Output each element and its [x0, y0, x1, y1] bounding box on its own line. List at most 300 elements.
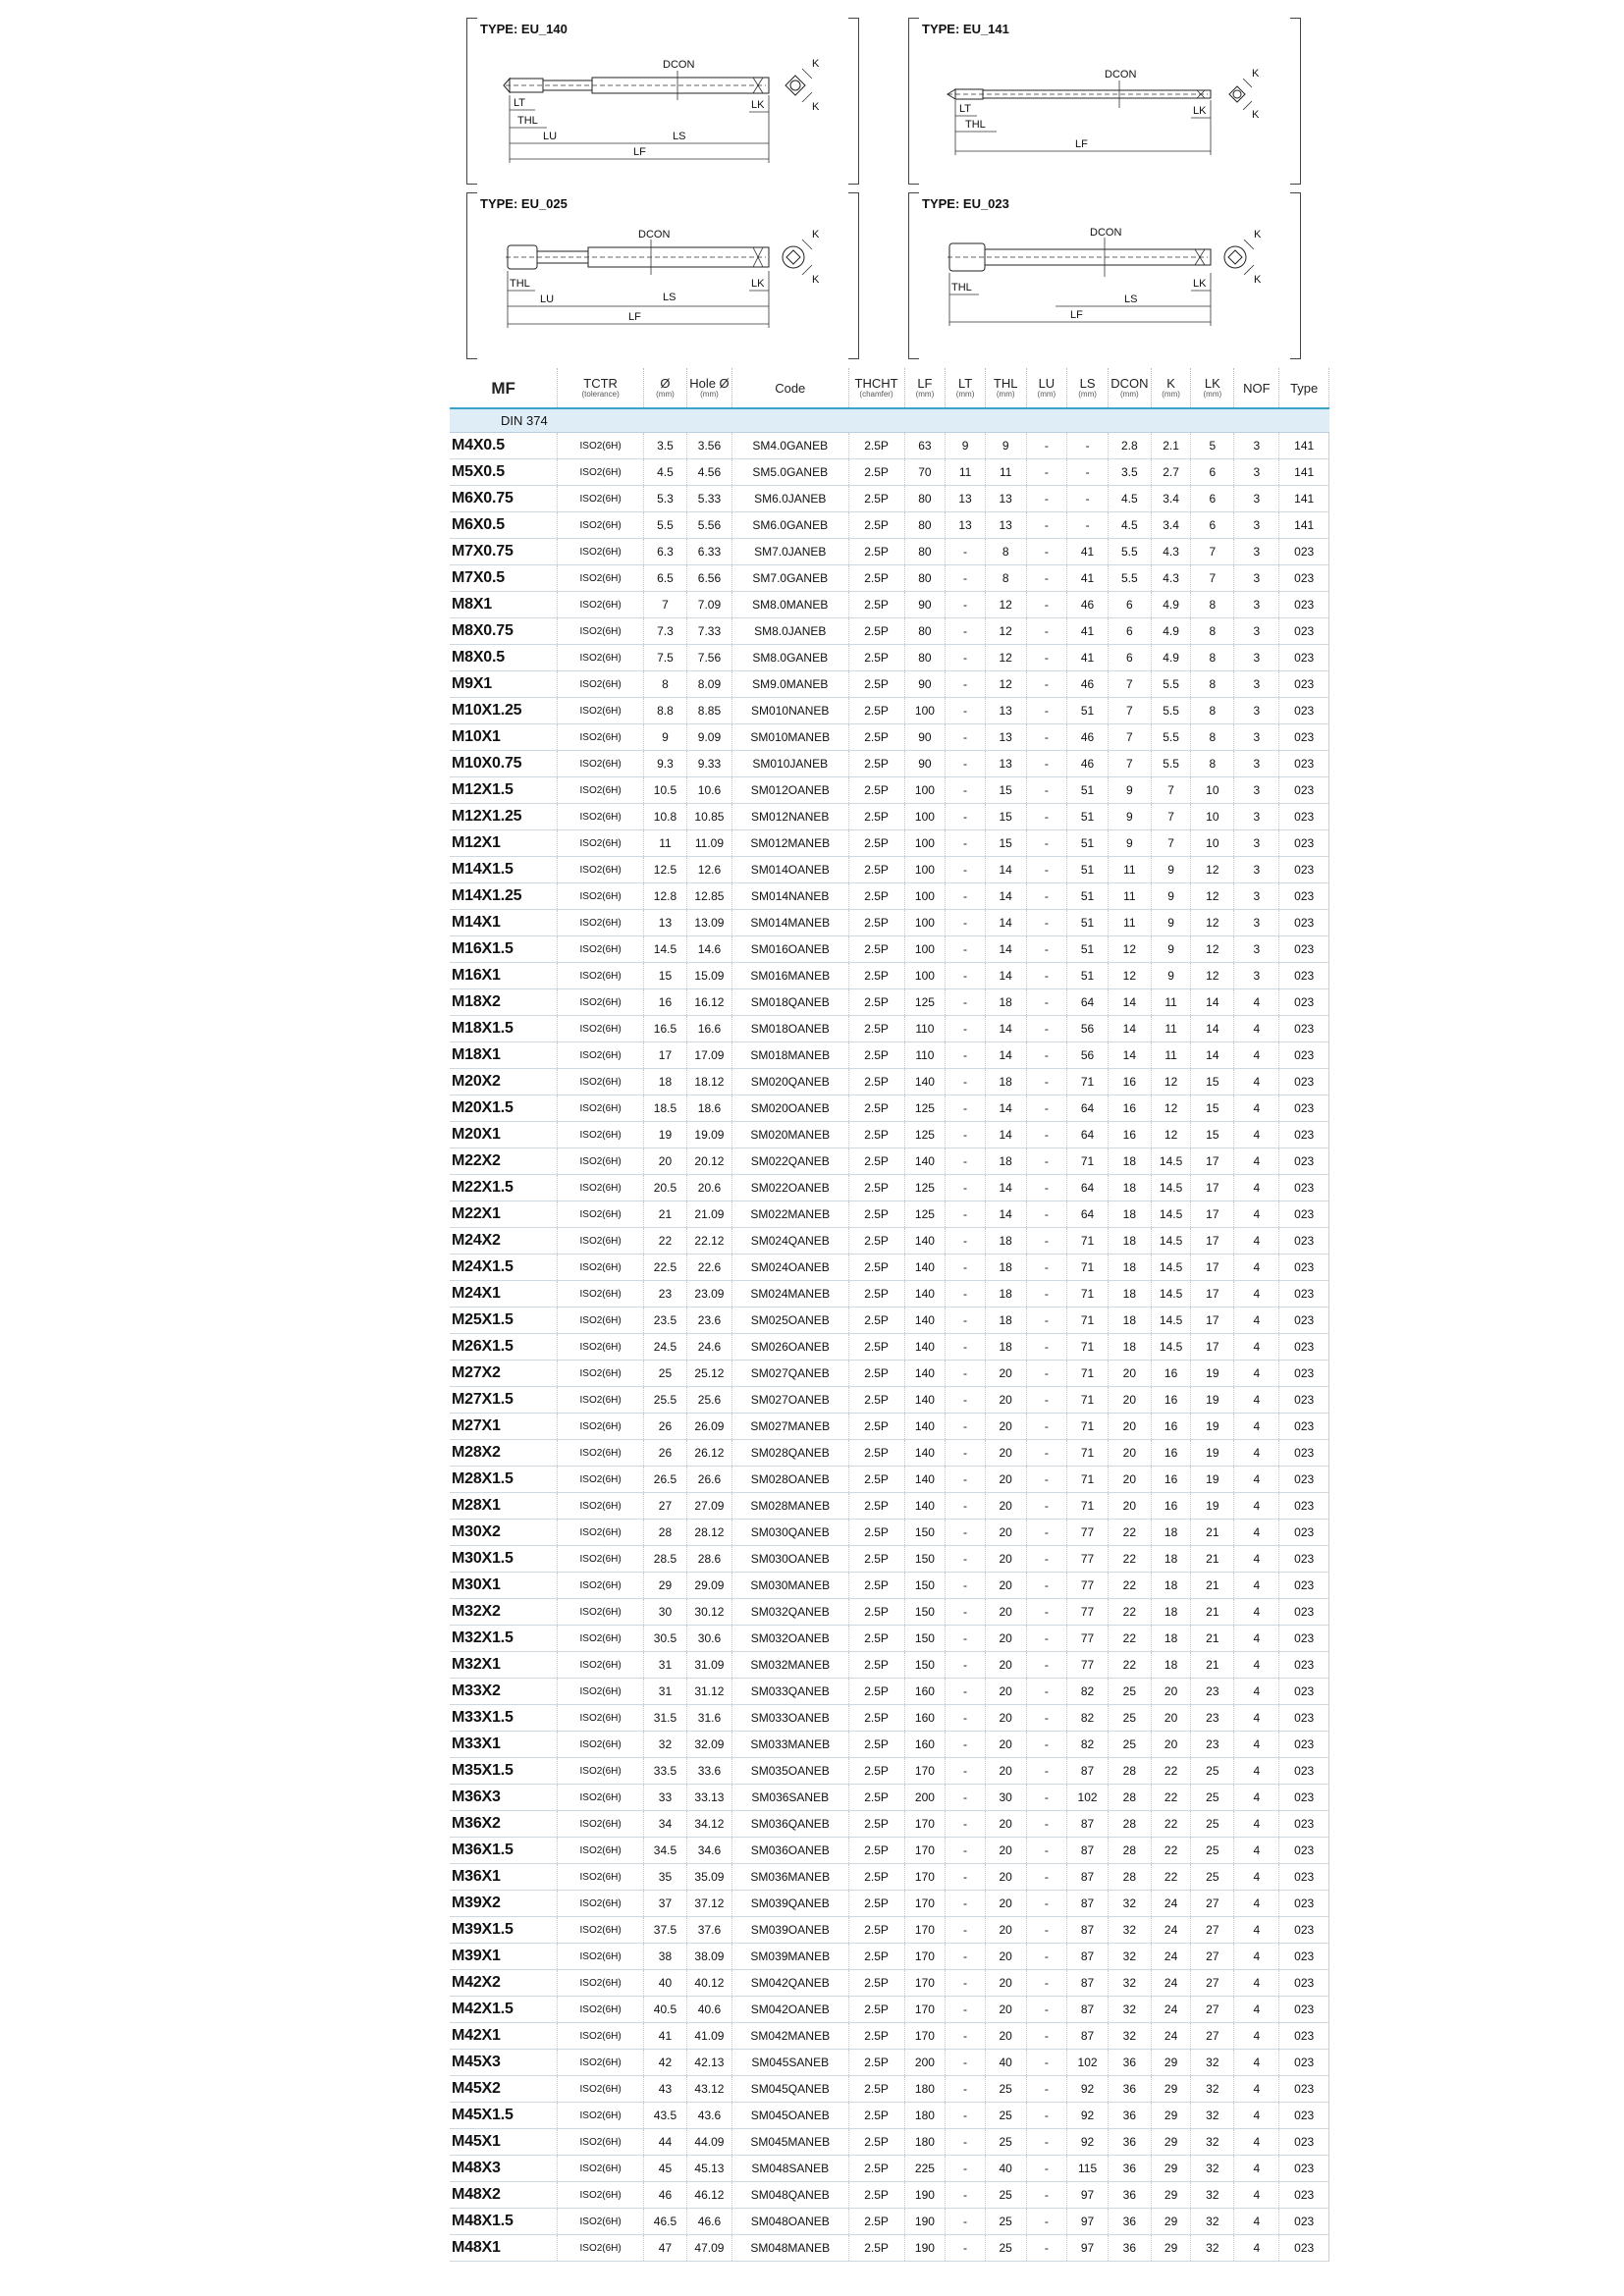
cell-nof: 4	[1234, 1917, 1279, 1944]
cell-dcon: 32	[1108, 1997, 1151, 2023]
cell-lf: 80	[904, 618, 946, 645]
cell-lt: -	[946, 751, 986, 777]
cell-lt: -	[946, 910, 986, 936]
cell-hole-diameter: 34.6	[686, 1838, 731, 1864]
ls-label: LS	[663, 292, 677, 303]
panel-bracket	[466, 18, 477, 185]
cell-diameter: 23.5	[644, 1308, 687, 1334]
cell-diameter: 42	[644, 2050, 687, 2076]
cell-lk: 17	[1191, 1334, 1234, 1361]
table-row	[450, 671, 1329, 698]
cell-k: 3.4	[1151, 512, 1191, 539]
cell-thl: 13	[985, 698, 1026, 724]
cell-lk: 12	[1191, 963, 1234, 989]
cell-hole-diameter: 9.09	[686, 724, 731, 751]
cell-dcon: 18	[1108, 1228, 1151, 1255]
cell-thcht: 2.5P	[848, 2209, 904, 2235]
diagram-eu-141	[908, 18, 1301, 185]
cell-lf: 100	[904, 777, 946, 804]
cell-nof: 4	[1234, 1387, 1279, 1414]
cell-tctr: ISO2(6H)	[558, 1599, 644, 1626]
cell-lu: -	[1026, 1467, 1067, 1493]
cell-code: SM027MANEB	[731, 1414, 848, 1440]
cell-lu: -	[1026, 1652, 1067, 1679]
cell-code: SM012MANEB	[731, 830, 848, 857]
cell-thcht: 2.5P	[848, 1334, 904, 1361]
cell-ls: 77	[1067, 1573, 1109, 1599]
cell-lk: 25	[1191, 1864, 1234, 1891]
cell-lt: -	[946, 1281, 986, 1308]
cell-lf: 140	[904, 1281, 946, 1308]
cell-code: SM018OANEB	[731, 1016, 848, 1042]
cell-lf: 140	[904, 1361, 946, 1387]
cell-lf: 160	[904, 1732, 946, 1758]
cell-nof: 3	[1234, 777, 1279, 804]
cell-thcht: 2.5P	[848, 1970, 904, 1997]
cell-tctr: ISO2(6H)	[558, 1785, 644, 1811]
cell-mf: M27X1.5	[450, 1387, 558, 1414]
cell-lu: -	[1026, 1811, 1067, 1838]
cell-k: 29	[1151, 2050, 1191, 2076]
cell-thl: 18	[985, 1281, 1026, 1308]
cell-lt: -	[946, 1228, 986, 1255]
cell-mf: M45X2	[450, 2076, 558, 2103]
cell-diameter: 31	[644, 1652, 687, 1679]
cell-tctr: ISO2(6H)	[558, 2156, 644, 2182]
cell-nof: 4	[1234, 1679, 1279, 1705]
cell-code: SM010NANEB	[731, 698, 848, 724]
cell-ls: 92	[1067, 2076, 1109, 2103]
cell-k: 20	[1151, 1705, 1191, 1732]
cell-lt: -	[946, 565, 986, 592]
cell-lf: 140	[904, 1308, 946, 1334]
header-unit: (mm)	[955, 390, 975, 399]
table-row	[450, 1811, 1329, 1838]
cell-ls: 51	[1067, 698, 1109, 724]
cell-thl: 20	[985, 1997, 1026, 2023]
cell-tctr: ISO2(6H)	[558, 1467, 644, 1493]
cell-type: 023	[1279, 2103, 1329, 2129]
cell-nof: 3	[1234, 804, 1279, 830]
cell-hole-diameter: 46.12	[686, 2182, 731, 2209]
table-row	[450, 2156, 1329, 2182]
cell-thl: 14	[985, 883, 1026, 910]
cell-lf: 80	[904, 539, 946, 565]
cell-mf: M14X1.5	[450, 857, 558, 883]
cell-type: 023	[1279, 1705, 1329, 1732]
cell-dcon: 28	[1108, 1811, 1151, 1838]
cell-dcon: 25	[1108, 1679, 1151, 1705]
cell-ls: 97	[1067, 2182, 1109, 2209]
cell-lu: -	[1026, 857, 1067, 883]
cell-k: 16	[1151, 1387, 1191, 1414]
cell-code: SM039OANEB	[731, 1917, 848, 1944]
cell-k: 14.5	[1151, 1281, 1191, 1308]
cell-k: 14.5	[1151, 1201, 1191, 1228]
cell-lu: -	[1026, 1732, 1067, 1758]
cell-diameter: 38	[644, 1944, 687, 1970]
cell-lu: -	[1026, 1997, 1067, 2023]
cell-k: 14.5	[1151, 1228, 1191, 1255]
cell-hole-diameter: 16.12	[686, 989, 731, 1016]
cell-dcon: 28	[1108, 1838, 1151, 1864]
cell-lk: 17	[1191, 1308, 1234, 1334]
cell-type: 023	[1279, 883, 1329, 910]
cell-tctr: ISO2(6H)	[558, 1838, 644, 1864]
cell-dcon: 18	[1108, 1201, 1151, 1228]
cell-lf: 125	[904, 1175, 946, 1201]
cell-ls: 71	[1067, 1069, 1109, 1095]
cell-nof: 4	[1234, 1785, 1279, 1811]
cell-type: 023	[1279, 751, 1329, 777]
cell-code: SM018QANEB	[731, 989, 848, 1016]
cell-lt: -	[946, 1652, 986, 1679]
cell-dcon: 9	[1108, 804, 1151, 830]
cell-diameter: 24.5	[644, 1334, 687, 1361]
cell-tctr: ISO2(6H)	[558, 1732, 644, 1758]
cell-lk: 17	[1191, 1201, 1234, 1228]
table-row	[450, 857, 1329, 883]
cell-hole-diameter: 26.12	[686, 1440, 731, 1467]
cell-diameter: 43.5	[644, 2103, 687, 2129]
cell-dcon: 22	[1108, 1573, 1151, 1599]
header-dcon	[1108, 368, 1151, 408]
cell-thl: 13	[985, 724, 1026, 751]
cell-lt: -	[946, 830, 986, 857]
k-label: K	[1254, 274, 1262, 286]
cell-k: 7	[1151, 830, 1191, 857]
cell-nof: 3	[1234, 565, 1279, 592]
cell-lk: 19	[1191, 1493, 1234, 1520]
cell-thcht: 2.5P	[848, 1414, 904, 1440]
cell-k: 3.4	[1151, 486, 1191, 512]
cell-type: 023	[1279, 2209, 1329, 2235]
cell-type: 023	[1279, 1573, 1329, 1599]
cell-type: 023	[1279, 1308, 1329, 1334]
cell-k: 5.5	[1151, 724, 1191, 751]
cell-lu: -	[1026, 459, 1067, 486]
cell-code: SM016MANEB	[731, 963, 848, 989]
cell-hole-diameter: 7.33	[686, 618, 731, 645]
lk-label: LK	[1193, 105, 1207, 117]
cell-tctr: ISO2(6H)	[558, 1758, 644, 1785]
cell-k: 24	[1151, 1917, 1191, 1944]
cell-lf: 80	[904, 565, 946, 592]
cell-mf: M12X1.25	[450, 804, 558, 830]
cell-tctr: ISO2(6H)	[558, 1175, 644, 1201]
cell-tctr: ISO2(6H)	[558, 1944, 644, 1970]
cell-lf: 170	[904, 1917, 946, 1944]
cell-dcon: 20	[1108, 1467, 1151, 1493]
cell-diameter: 33	[644, 1785, 687, 1811]
cell-lu: -	[1026, 1785, 1067, 1811]
cell-nof: 4	[1234, 2182, 1279, 2209]
cell-code: SM012OANEB	[731, 777, 848, 804]
table-row	[450, 433, 1329, 459]
cell-lt: -	[946, 1201, 986, 1228]
table-row	[450, 1679, 1329, 1705]
cell-k: 18	[1151, 1626, 1191, 1652]
cell-code: SM7.0GANEB	[731, 565, 848, 592]
cell-mf: M16X1.5	[450, 936, 558, 963]
ls-label: LS	[673, 131, 686, 142]
cell-nof: 3	[1234, 433, 1279, 459]
cell-diameter: 27	[644, 1493, 687, 1520]
cell-lt: -	[946, 1042, 986, 1069]
cell-mf: M12X1.5	[450, 777, 558, 804]
cell-type: 023	[1279, 592, 1329, 618]
cell-lf: 150	[904, 1520, 946, 1546]
cell-diameter: 43	[644, 2076, 687, 2103]
cell-k: 22	[1151, 1864, 1191, 1891]
cell-lk: 19	[1191, 1440, 1234, 1467]
cell-k: 11	[1151, 989, 1191, 1016]
cell-lk: 23	[1191, 1705, 1234, 1732]
cell-tctr: ISO2(6H)	[558, 2209, 644, 2235]
lf-label: LF	[1075, 138, 1088, 150]
cell-type: 023	[1279, 1201, 1329, 1228]
header-label: LS	[1079, 376, 1096, 391]
cell-tctr: ISO2(6H)	[558, 1493, 644, 1520]
cell-thcht: 2.5P	[848, 1255, 904, 1281]
table-row	[450, 486, 1329, 512]
cell-code: SM012NANEB	[731, 804, 848, 830]
cell-hole-diameter: 30.12	[686, 1599, 731, 1626]
cell-lt: -	[946, 1917, 986, 1944]
header-unit: (chamfer)	[859, 390, 893, 399]
cell-k: 29	[1151, 2235, 1191, 2262]
cell-mf: M48X1	[450, 2235, 558, 2262]
cell-code: SM039QANEB	[731, 1891, 848, 1917]
cell-lt: -	[946, 2050, 986, 2076]
cell-thcht: 2.5P	[848, 1069, 904, 1095]
panel-bracket	[466, 192, 477, 359]
cell-tctr: ISO2(6H)	[558, 1201, 644, 1228]
cell-ls: 71	[1067, 1148, 1109, 1175]
cell-type: 023	[1279, 2235, 1329, 2262]
cell-lf: 90	[904, 671, 946, 698]
cell-mf: M28X1.5	[450, 1467, 558, 1493]
cell-mf: M33X1.5	[450, 1705, 558, 1732]
cell-ls: 71	[1067, 1228, 1109, 1255]
cell-lk: 25	[1191, 1785, 1234, 1811]
cell-thl: 20	[985, 1467, 1026, 1493]
cell-lt: -	[946, 1255, 986, 1281]
cell-dcon: 22	[1108, 1626, 1151, 1652]
cell-thcht: 2.5P	[848, 2103, 904, 2129]
cell-tctr: ISO2(6H)	[558, 565, 644, 592]
header-type	[1279, 368, 1329, 408]
cell-dcon: 18	[1108, 1255, 1151, 1281]
cell-lu: -	[1026, 1970, 1067, 1997]
cell-lu: -	[1026, 2129, 1067, 2156]
cell-k: 29	[1151, 2129, 1191, 2156]
cell-mf: M35X1.5	[450, 1758, 558, 1785]
cell-lt: -	[946, 2156, 986, 2182]
cell-tctr: ISO2(6H)	[558, 1387, 644, 1414]
cell-hole-diameter: 13.09	[686, 910, 731, 936]
cell-tctr: ISO2(6H)	[558, 1520, 644, 1546]
cell-type: 023	[1279, 1440, 1329, 1467]
cell-hole-diameter: 10.85	[686, 804, 731, 830]
cell-thl: 25	[985, 2182, 1026, 2209]
cell-ls: 46	[1067, 724, 1109, 751]
cell-lu: -	[1026, 963, 1067, 989]
cell-thl: 9	[985, 433, 1026, 459]
cell-lt: -	[946, 1546, 986, 1573]
cell-tctr: ISO2(6H)	[558, 2076, 644, 2103]
table-row	[450, 1255, 1329, 1281]
table-row	[450, 698, 1329, 724]
cell-thl: 18	[985, 1255, 1026, 1281]
cell-lf: 225	[904, 2156, 946, 2182]
cell-lu: -	[1026, 1148, 1067, 1175]
cell-k: 4.3	[1151, 565, 1191, 592]
cell-tctr: ISO2(6H)	[558, 1546, 644, 1573]
cell-thl: 13	[985, 486, 1026, 512]
table-row	[450, 1281, 1329, 1308]
cell-ls: 56	[1067, 1016, 1109, 1042]
cell-lk: 32	[1191, 2235, 1234, 2262]
table-row	[450, 1308, 1329, 1334]
cell-lu: -	[1026, 1414, 1067, 1440]
cell-lk: 12	[1191, 857, 1234, 883]
cell-ls: 71	[1067, 1334, 1109, 1361]
cell-lf: 140	[904, 1334, 946, 1361]
cell-type: 023	[1279, 1148, 1329, 1175]
cell-lf: 140	[904, 1467, 946, 1493]
cell-lt: -	[946, 1573, 986, 1599]
cell-lt: 13	[946, 486, 986, 512]
cell-hole-diameter: 43.6	[686, 2103, 731, 2129]
cell-k: 14.5	[1151, 1148, 1191, 1175]
cell-dcon: 6	[1108, 645, 1151, 671]
header-k	[1151, 368, 1191, 408]
cell-ls: 87	[1067, 1811, 1109, 1838]
cell-mf: M33X1	[450, 1732, 558, 1758]
cell-lu: -	[1026, 1546, 1067, 1573]
cell-lf: 140	[904, 1069, 946, 1095]
table-row	[450, 1387, 1329, 1414]
cell-type: 023	[1279, 1811, 1329, 1838]
cell-dcon: 36	[1108, 2209, 1151, 2235]
table-row	[450, 1970, 1329, 1997]
cell-thcht: 2.5P	[848, 724, 904, 751]
cell-lf: 100	[904, 910, 946, 936]
cell-lf: 170	[904, 2023, 946, 2050]
cell-diameter: 9	[644, 724, 687, 751]
cell-ls: 87	[1067, 1864, 1109, 1891]
cell-lf: 150	[904, 1599, 946, 1626]
cell-lu: -	[1026, 1891, 1067, 1917]
cell-code: SM033QANEB	[731, 1679, 848, 1705]
cell-lt: -	[946, 936, 986, 963]
cell-mf: M32X1	[450, 1652, 558, 1679]
cell-thcht: 2.5P	[848, 433, 904, 459]
cell-hole-diameter: 20.6	[686, 1175, 731, 1201]
cell-hole-diameter: 7.56	[686, 645, 731, 671]
cell-code: SM039MANEB	[731, 1944, 848, 1970]
table-row	[450, 1997, 1329, 2023]
cell-dcon: 4.5	[1108, 512, 1151, 539]
cell-k: 16	[1151, 1414, 1191, 1440]
cell-mf: M14X1	[450, 910, 558, 936]
cell-thcht: 2.5P	[848, 1652, 904, 1679]
cell-mf: M24X2	[450, 1228, 558, 1255]
header-label: THCHT	[854, 376, 898, 391]
cell-ls: 64	[1067, 989, 1109, 1016]
cell-thl: 14	[985, 910, 1026, 936]
cell-lu: -	[1026, 1599, 1067, 1626]
cell-thl: 40	[985, 2156, 1026, 2182]
cell-thl: 12	[985, 645, 1026, 671]
cell-diameter: 14.5	[644, 936, 687, 963]
cell-thl: 14	[985, 963, 1026, 989]
cell-dcon: 12	[1108, 963, 1151, 989]
cell-nof: 4	[1234, 1864, 1279, 1891]
cell-nof: 4	[1234, 1042, 1279, 1069]
cell-lk: 25	[1191, 1758, 1234, 1785]
cell-lk: 19	[1191, 1361, 1234, 1387]
cell-lu: -	[1026, 645, 1067, 671]
cell-type: 023	[1279, 2156, 1329, 2182]
cell-diameter: 16	[644, 989, 687, 1016]
cell-type: 023	[1279, 1228, 1329, 1255]
cell-diameter: 13	[644, 910, 687, 936]
lk-label: LK	[751, 278, 765, 290]
cell-lt: -	[946, 2182, 986, 2209]
cell-nof: 4	[1234, 1201, 1279, 1228]
cell-hole-diameter: 47.09	[686, 2235, 731, 2262]
cell-code: SM9.0MANEB	[731, 671, 848, 698]
cell-type: 023	[1279, 1069, 1329, 1095]
table-row	[450, 1758, 1329, 1785]
cell-lk: 10	[1191, 777, 1234, 804]
cell-k: 22	[1151, 1838, 1191, 1864]
cell-diameter: 35	[644, 1864, 687, 1891]
cell-lu: -	[1026, 751, 1067, 777]
cell-nof: 4	[1234, 2156, 1279, 2182]
cell-thl: 20	[985, 1599, 1026, 1626]
cell-k: 4.9	[1151, 645, 1191, 671]
cell-thl: 20	[985, 1361, 1026, 1387]
panel-bracket	[908, 192, 919, 359]
cell-tctr: ISO2(6H)	[558, 830, 644, 857]
cell-thcht: 2.5P	[848, 1095, 904, 1122]
cell-ls: 71	[1067, 1281, 1109, 1308]
cell-type: 023	[1279, 910, 1329, 936]
cell-type: 023	[1279, 1864, 1329, 1891]
cell-code: SM028MANEB	[731, 1493, 848, 1520]
cell-dcon: 18	[1108, 1334, 1151, 1361]
cell-k: 7	[1151, 777, 1191, 804]
cell-diameter: 23	[644, 1281, 687, 1308]
cell-k: 18	[1151, 1652, 1191, 1679]
cell-diameter: 40	[644, 1970, 687, 1997]
cell-ls: 102	[1067, 2050, 1109, 2076]
cell-diameter: 20.5	[644, 1175, 687, 1201]
cell-diameter: 37	[644, 1891, 687, 1917]
cell-ls: 77	[1067, 1652, 1109, 1679]
cell-lk: 27	[1191, 1944, 1234, 1970]
cell-lk: 27	[1191, 1891, 1234, 1917]
cell-nof: 4	[1234, 1838, 1279, 1864]
cell-hole-diameter: 23.6	[686, 1308, 731, 1334]
cell-lk: 10	[1191, 830, 1234, 857]
cell-hole-diameter: 23.09	[686, 1281, 731, 1308]
cell-thcht: 2.5P	[848, 2050, 904, 2076]
cell-dcon: 32	[1108, 1917, 1151, 1944]
